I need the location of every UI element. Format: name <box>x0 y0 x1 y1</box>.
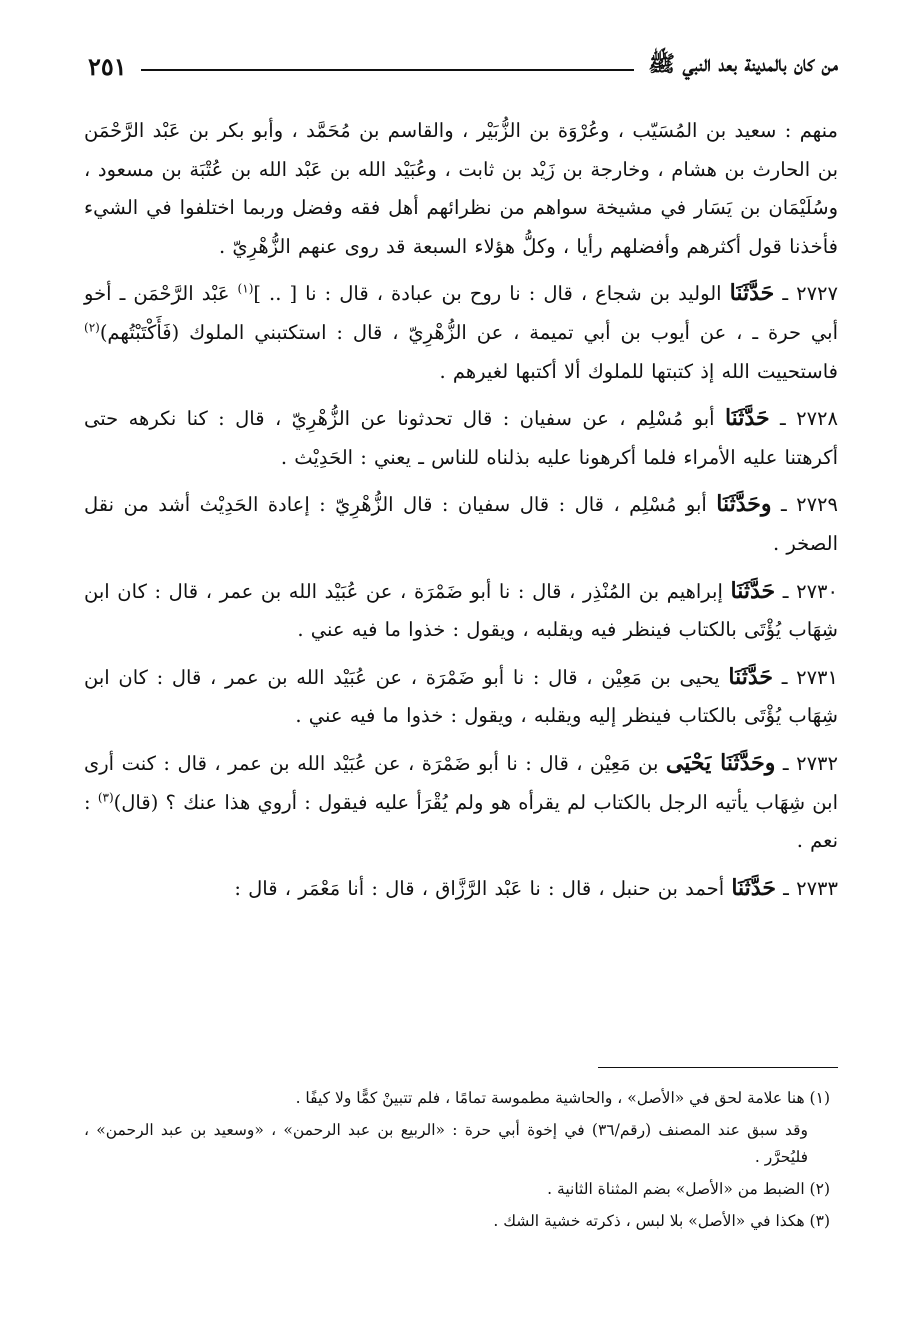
hadith-lead: حَدَّثَنَا <box>730 577 776 604</box>
hadith-number: ٢٧٣٣ ـ <box>783 876 838 900</box>
hadith-text: بن مَعِيْن ، قال : نا أبو ضَمْرَة ، عن عُبَيْد الله بن عمر ، قال : كنت أرى ابن شِهَاب يأتيه الرجل بالكتاب لم يقرأه هو ولم يُقْرَأ عليه فيقول : أروي هذا عنك ؟ (قال) <box>84 751 838 814</box>
hadith-number: ٢٧٢٧ ـ <box>782 282 838 306</box>
hadith-2733 <box>84 869 838 909</box>
hadith-number: ٢٧٣١ ـ <box>781 665 838 689</box>
footnote-1-continuation: وقد سبق عند المصنف (رقم/٣٦) في إخوة أبي حرة : «الربيع بن عبد الرحمن» ، «وسعيد بن عبد الرحمن» ، فليُحرَّر . <box>84 1121 808 1166</box>
footnotes <box>84 1085 830 1240</box>
hadith-number: ٢٧٣٢ ـ <box>782 751 839 775</box>
hadith-text: أبو مُسْلِم ، عن سفيان : قال تحدثونا عن الزُّهْرِيّ ، قال : كنا نكرهه حتى أكرهتنا عليه الأمراء فلما أكرهونا عليه بذلناه للناس ـ يعني : الحَدِيْث . <box>84 407 838 469</box>
footnote-1: (١) هنا علامة لحق في «الأصل» ، والحاشية مطموسة تمامًا ، فلم تتبينْ كمًّا ولا كيفًا . <box>295 1089 830 1107</box>
hadith-text: إبراهيم بن المُنْذِر ، قال : نا أبو ضَمْرَة ، عن عُبَيْد الله بن عمر ، قال : كان ابن شِهَاب يُؤْتَى بالكتاب فينظر فيه ويقلبه ، ويقول : خذوا ما فيه عني . <box>84 579 838 642</box>
footnote-2: (٢) الضبط من «الأصل» بضم المثناة الثانية . <box>547 1180 830 1198</box>
footnote-ref-3: (٣) <box>97 790 114 804</box>
hadith-lead: حَدَّثَنَا <box>729 280 775 307</box>
running-title: من كان بالمدينة بعد النبي ﷺ <box>648 51 838 77</box>
hadith-text: يحيى بن مَعِيْن ، قال : نا أبو ضَمْرَة ، عن عُبَيْد الله بن عمر ، قال : كان ابن شِهَاب يُؤْتَى بالكتاب فينظر إليه ويقلبه ، ويقول : خذوا ما فيه عني . <box>84 665 838 728</box>
footnote-ref-1: (١) <box>237 281 254 296</box>
hadith-text: فاستحييت الله إذ كتبتها للملوك ألا أكتبها لغيرهم . <box>439 359 838 383</box>
hadith-text: أحمد بن حنبل ، قال : نا عَبْد الرَّزَّاق ، قال : أنا مَعْمَر ، قال : <box>234 876 732 900</box>
hadith-text: أبو مُسْلِم ، قال : قال سفيان : قال الزُّهْرِيّ : إعادة الحَدِيْث أشد من نقل الصخر . <box>84 493 838 555</box>
hadith-2729 <box>84 485 838 563</box>
hadith-lead: وحَدَّثَنَا يَحْيَى <box>665 749 776 776</box>
hadith-text: : نعم . <box>84 790 838 853</box>
hadith-2731 <box>84 658 838 736</box>
hadith-text: الوليد بن شجاع ، قال : نا روح بن عبادة ، قال : نا [ .. ] <box>253 282 730 306</box>
page-number: ٢٥١ <box>88 51 127 81</box>
footnote-3: (٣) هكذا في «الأصل» بلا لبس ، ذكرته خشية الشك . <box>493 1212 830 1230</box>
intro-paragraph: منهم : سعيد بن المُسَيّب ، وعُرْوَة بن الزُّبَيْر ، والقاسم بن مُحَمَّد ، وأبو بكر بن عَبْد الرَّحْمَن بن الحارث بن هشام ، وخارجة بن زَيْد بن ثابت ، وعُبَيْد الله بن عَبْد الله بن عُتْبَة بن مسعود ، وسُلَيْمَان بن يَسَار في مشيخة سواهم من نظرائهم أهل فقه وفضل وربما اختلفوا في الشيء فأخذنا قول أكثرهم وأفضلهم رأيا ، وكلُّ هؤلاء السبعة قد روى عنهم الزُّهْرِيّ . <box>84 119 838 258</box>
hadith-lead: حَدَّثَنَا <box>724 405 770 432</box>
hadith-lead: حَدَّثَنَا <box>731 874 776 901</box>
hadith-number: ٢٧٣٠ ـ <box>782 579 838 603</box>
hadith-2730 <box>84 572 838 650</box>
hadith-2727 <box>84 274 838 391</box>
hadith-text: عَبْد الرَّحْمَن ـ أخو أبي حرة ـ ، عن أيوب بن أبي تميمة ، عن الزُّهْرِيّ ، قال : استكتبني الملوك (فَأَكْتَبْتُهم) <box>84 282 838 344</box>
hadith-lead: حَدَّثَنَا <box>728 663 773 690</box>
hadith-number: ٢٧٢٨ ـ <box>779 407 838 431</box>
header-rule <box>141 69 635 71</box>
hadith-2732 <box>84 744 838 861</box>
page-header <box>88 46 838 86</box>
hadith-number: ٢٧٢٩ ـ <box>780 493 838 517</box>
footnote-divider <box>598 1067 838 1068</box>
footnote-ref-2: (٢) <box>84 320 100 335</box>
hadith-lead: وحَدَّثَنَا <box>716 491 772 518</box>
hadith-2728 <box>84 399 838 477</box>
main-text <box>84 112 838 916</box>
